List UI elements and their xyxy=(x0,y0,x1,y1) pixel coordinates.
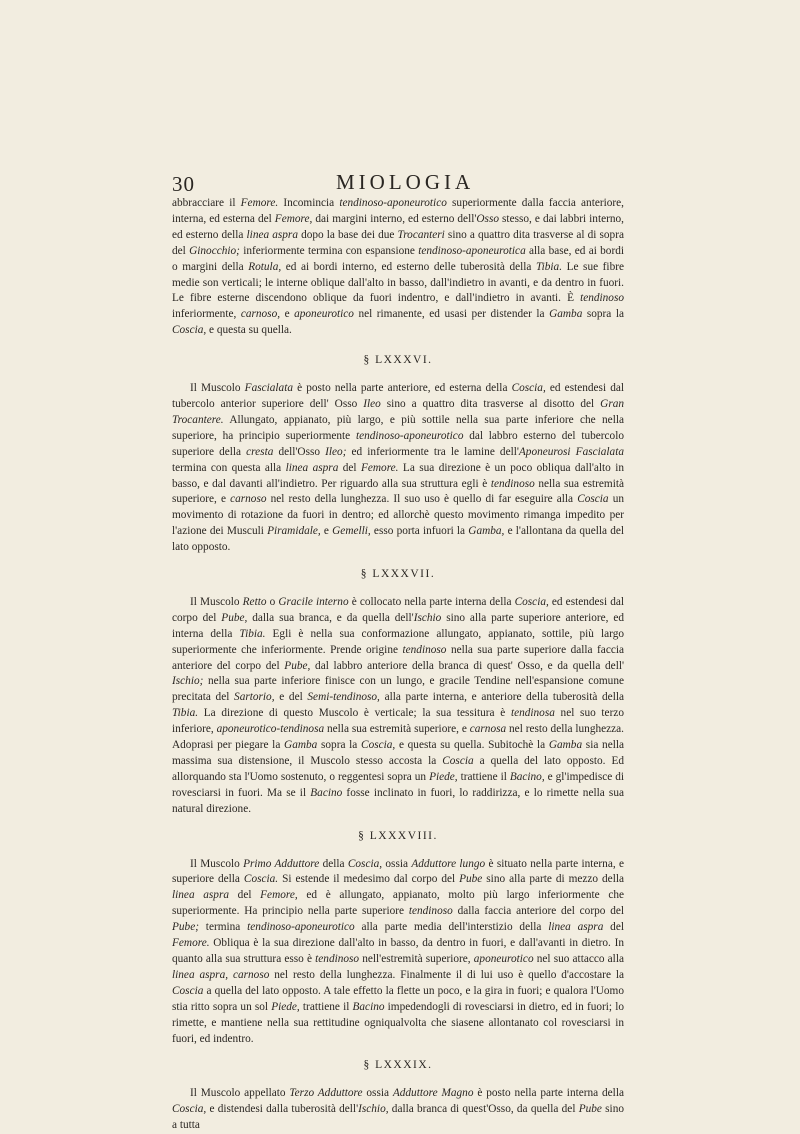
italic-term: Pube, xyxy=(284,659,311,672)
italic-term: Coscia, xyxy=(361,739,396,752)
italic-term: carnoso xyxy=(230,493,267,506)
running-head: MIOLOGIA xyxy=(336,170,475,194)
italic-term: Coscia, xyxy=(172,324,207,337)
italic-term: Coscia, xyxy=(347,857,383,870)
italic-term: aponeurotico xyxy=(294,308,354,321)
italic-term: Coscia xyxy=(577,493,609,506)
italic-term: Retto xyxy=(242,595,267,608)
section-heading: § LXXXVIII. xyxy=(358,829,438,842)
italic-term: carnoso, xyxy=(240,308,281,321)
italic-term: Coscia, xyxy=(511,382,546,395)
italic-term: linea aspra xyxy=(172,889,229,902)
italic-term: linea aspra, xyxy=(172,968,229,981)
italic-term: Ischio; xyxy=(172,675,204,688)
italic-term: aponeurotico xyxy=(473,952,534,965)
italic-term: tendinoso xyxy=(402,643,447,656)
section-heading: § LXXXVI. xyxy=(363,354,433,367)
italic-term: Femore, xyxy=(260,889,298,902)
italic-term: Aponeurosi Fascialata xyxy=(518,445,624,458)
italic-term: tendinoso xyxy=(490,477,535,490)
italic-term: Primo Adduttore xyxy=(243,857,320,870)
italic-term: Piramidale, xyxy=(267,525,321,538)
italic-term: Sartorio, xyxy=(234,691,275,704)
continuation-paragraph: abbracciare il Femore. Incomincia tendinoso-aponeurotico superiormente dalla faccia anteriore, interna, ed esterna del Femore, dai margini interno, ed esterno dell'Osso stesso, e dai labbri interno, ed esterno della linea aspra dopo la base dei due Trocanteri sino a quattro dita trasverse al di sopra del Ginocchio; inferiormente termina con espansione tendinoso-aponeurotica alla base, ed ai bordi o margini della Rotula, ed ai bordi interno, ed esterno delle tuberosità della Tibia. Le sue fibre medie son verticali; le interne oblique dall'alto in basso, dall'indietro in avanti, e da dentro in fuori. Le fibre esterne discendono oblique da fuori indentro, e dall'indietro in avanti. È tendinoso inferiormente, carnoso, e aponeurotico nel rimanente, ed usasi per distender la Gamba sopra la Coscia, e questa su quella. xyxy=(172,197,624,337)
italic-term: Ileo; xyxy=(325,445,347,458)
italic-term: tendinoso-aponeurotico xyxy=(355,429,464,442)
italic-term: Coscia xyxy=(172,984,204,997)
italic-term: Bacino xyxy=(310,786,343,799)
italic-term: tendinoso xyxy=(315,952,360,965)
italic-term: Pube xyxy=(578,1103,602,1116)
italic-term: Coscia. xyxy=(243,873,279,886)
italic-term: Tibia. xyxy=(239,627,266,640)
italic-term: Gamba xyxy=(548,739,583,752)
italic-term: Bacino, xyxy=(509,770,545,783)
italic-term: tendinoso xyxy=(580,292,624,305)
section-paragraph: Il Muscolo Fascialata è posto nella parte anteriore, ed esterna della Coscia, ed estendesi dal tubercolo anterior superiore dell' Osso Ileo sino a quattro dita trasverse al disotto del Gran Trocantere. Allungato, appianato, più largo, e più sottile nella sua parte inferiore che nella superiore, ha principio superiormente tendinoso-aponeurotico dal labbro esterno del tubercolo superiore della cresta dell'Osso Ileo; ed inferiormente tra le lamine dell'Aponeurosi Fascialata termina con questa alla linea aspra del Femore. La sua direzione è un poco obliqua dall'alto in basso, e dal davanti all'indietro. Per riguardo alla sua struttura egli è tendinoso nella sua estremità superiore, e carnoso nel resto della lunghezza. Il suo uso è quello di far eseguire alla Coscia un movimento di rotazione da fuori in dentro; ed allorchè questo movimento rimanga impedito per l'azione dei Musculi Piramidale, e Gemelli, esso porta infuori la Gamba, e l'allontana da quella del lato opposto. xyxy=(172,382,625,554)
italic-term: Ileo xyxy=(363,397,381,410)
italic-term: tendinoso-aponeurotico xyxy=(339,197,447,209)
italic-term: Ischio xyxy=(413,611,442,624)
italic-term: linea aspra xyxy=(246,228,298,241)
section-heading: § LXXXIX. xyxy=(363,1059,433,1072)
italic-term: Coscia xyxy=(442,755,474,767)
italic-term: Rotula, xyxy=(248,260,282,273)
italic-term: aponeurotico-tendinosa xyxy=(216,723,325,736)
text-block xyxy=(172,196,624,1134)
italic-term: Femore. xyxy=(360,461,399,474)
italic-term: Bacino xyxy=(352,1000,385,1013)
italic-term: Fascialata xyxy=(244,382,293,395)
italic-term: Trocanteri xyxy=(397,228,445,241)
italic-term: Gracile interno xyxy=(278,595,349,608)
section-paragraph: Il Muscolo appellato Terzo Adduttore ossia Adduttore Magno è posto nella parte interna della Coscia, e distendesi dalla tuberosità dell'Ischio, dalla branca di quest'Osso, da quella del Pube sino a tutta xyxy=(172,1087,624,1132)
section-paragraph: Il Muscolo Retto o Gracile interno è collocato nella parte interna della Coscia, ed estendesi dal corpo del Pube, dalla sua branca, e da quella dell'Ischio sino alla parte superiore anteriore, ed interna della Tibia. Egli è nella sua conformazione allungato, appianato, sottile, più largo superiormente che inferiormente. Prende origine tendinoso nella sua parte superiore dalla faccia anteriore del corpo del Pube, dal labbro anteriore della branca di quest' Osso, e da quella dell' Ischio; nella sua parte inferiore finisce con un lungo, e gracile Tendine nell'espansione comune precitata del Sartorio, e del Semi-tendinoso, alla parte interna, e anteriore della tuberosità della Tibia. La direzione di questo Muscolo è verticale; la sua tessitura è tendinosa nel suo terzo inferiore, aponeurotico-tendinosa nella sua estremità superiore, e carnosa nel resto della lunghezza. Adoprasi per piegare la Gamba sopra la Coscia, e questa su quella. Subitochè la Gamba sia nella massima sua distensione, il Muscolo stesso accosta la Coscia a quella del lato opposto. Ed allorquando sta l'Uomo sostenuto, o reggentesi sopra un Piede, trattiene il Bacino, e gl'impedisce di rovesciarsi in fuori. Ma se il Bacino fosse inclinato in fuori, lo raddirizza, e lo rimette nella sua natural direzione. xyxy=(172,595,625,815)
italic-term: Gamba, xyxy=(468,525,505,538)
italic-term: Tibia. xyxy=(172,707,199,720)
italic-term: Osso xyxy=(476,212,499,225)
italic-term: cresta xyxy=(246,445,274,458)
italic-term: Pube; xyxy=(172,921,199,934)
italic-term: tendinosa xyxy=(510,707,555,720)
italic-term: Coscia, xyxy=(172,1103,207,1116)
italic-term: Ginocchio; xyxy=(189,244,240,257)
section-paragraph: Il Muscolo Primo Adduttore della Coscia, ossia Adduttore lungo è situato nella parte interna, e superiore della Coscia. Si estende il medesimo dal corpo del Pube sino alla parte di mezzo della linea aspra del Femore, ed è allungato, appianato, molto più largo inferiormente che superiormente. Ha principio nella parte superiore tendinoso dalla faccia anteriore del corpo del Pube; termina tendinoso-aponeurotico alla parte media dell'interstizio della linea aspra del Femore. Obliqua è la sua direzione dall'alto in basso, da dentro in fuori, e dall'avanti in dietro. In quanto alla sua struttura esso è tendinoso nell'estremità superiore, aponeurotico nel suo attacco alla linea aspra, carnoso nel resto della lunghezza. Finalmente il di lui uso è quello d'accostare la Coscia a quella del lato opposto. A tale effetto la flette un poco, e la gira in fuori; e qualora l'Uomo stia ritto sopra un sol Piede, trattiene il Bacino impedendogli di rovesciarsi in dietro, ed in fuori; lo rimette, e mantiene nella sua rettitudine ogniqualvolta che siasene allontanato col rovesciarsi in fuori, ed indentro. xyxy=(172,857,625,1045)
section-heading: § LXXXVII. xyxy=(360,568,436,581)
italic-term: Gemelli, xyxy=(332,525,371,538)
italic-term: Piede, xyxy=(271,1000,300,1013)
italic-term: Ischio, xyxy=(358,1103,389,1116)
italic-term: Tibia. xyxy=(535,260,563,273)
italic-term: Adduttore Magno xyxy=(392,1087,474,1100)
italic-term: Piede, xyxy=(429,770,458,783)
italic-term: Semi-tendinoso, xyxy=(307,691,380,704)
italic-term: Pube, xyxy=(221,611,248,624)
italic-term: Adduttore lungo xyxy=(411,857,486,870)
italic-term: Femore. xyxy=(172,937,210,950)
italic-term: carnosa xyxy=(469,723,507,736)
italic-term: Femore, xyxy=(274,212,313,225)
italic-term: Coscia, xyxy=(514,595,549,608)
italic-term: carnoso xyxy=(232,968,270,981)
italic-term: tendinoso-aponeurotica xyxy=(418,244,526,257)
italic-term: linea aspra xyxy=(285,461,339,474)
italic-term: Gamba xyxy=(549,308,583,321)
italic-term: linea aspra xyxy=(548,921,604,934)
italic-term: Gamba xyxy=(284,739,318,752)
italic-term: tendinoso-aponeurotico xyxy=(247,921,355,934)
italic-term: tendinoso xyxy=(408,905,453,918)
italic-term: Pube xyxy=(459,873,483,886)
italic-term: Femore. xyxy=(240,197,279,209)
page-number: 30 xyxy=(172,172,195,196)
italic-term: Terzo Adduttore xyxy=(289,1087,363,1100)
italic-term: Gran Trocantere. xyxy=(172,397,625,426)
